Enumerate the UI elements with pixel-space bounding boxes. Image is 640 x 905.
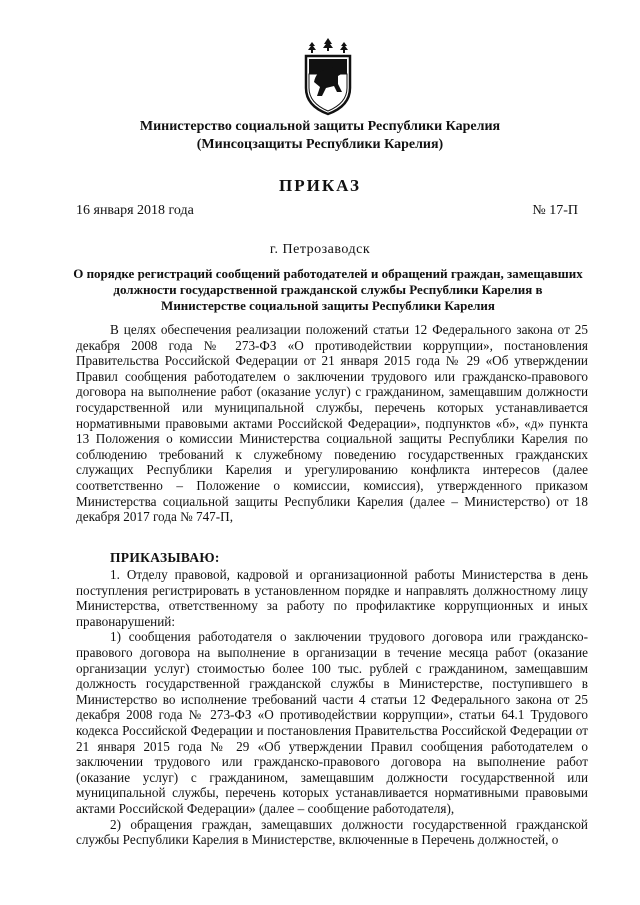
document-number: № 17-П: [532, 203, 578, 218]
ministry-name: Министерство социальной защиты Республики Карелия: [139, 119, 501, 134]
item-1-2-paragraph: 2) обращения граждан, замещавших должности государственной гражданской службы Республики Карелия в Министерстве, включенные в Перечень должностей, о: [76, 816, 588, 848]
document-subject: О порядке регистраций сообщений работодателей и обращений граждан, замещавших должности государственной гражданской службы Республики Карелия в Министерстве социальной защиты Республики Карелия: [73, 266, 583, 313]
order-word: ПРИКАЗЫВАЮ:: [110, 550, 220, 565]
preamble-paragraph: В целях обеспечения реализации положений статьи 12 Федерального закона от 25 декабря 2008 года № 273-ФЗ «О противодействии коррупции», постановления Правительства Российской Федерации от 21 января 2015 года № 29 «Об утверждении Правил сообщения работодателем о заключении трудового или гражданско-правового договора на выполнение работ (оказание услуг) с гражданином, замещавшим должности государственной или муниципальной службы, перечень которых устанавливается нормативными правовыми актами Российской Федерации», подпунктов «б», «д» пункта 13 Положения о комиссии Министерства социальной защиты Республики Карелия по соблюдению требований к служебному поведению государственных гражданских служащих Республики Карелия и урегулированию конфликта интересов (далее соответственно – Положение о комиссии, комиссия), утвержденного приказом Министерства социальной защиты Республики Карелия (далее – Министерство) от 18 декабря 2017 года № 747-П,: [76, 322, 588, 525]
item-1-1-paragraph: 1) сообщения работодателя о заключении трудового договора или гражданско-правового договора на выполнение в организации в течение месяца работ (оказание организации услуг) стоимостью более 100 тыс. рублей с гражданином, замещавшим должность государственной гражданской службы в Министерстве, поступившего в Министерство во исполнение требований части 4 статьи 12 Федерального закона от 25 декабря 2008 года № 273-ФЗ «О противодействии коррупции», статьи 64.1 Трудового кодекса Российской Федерации и постановления Правительства Российской Федерации от 21 января 2015 года № 29 «Об утверждении Правил сообщения работодателем о заключении трудового или гражданско-правового договора на выполнение работ (оказание услуг) с гражданином, замещавшим должности государственной или муниципальной службы, перечень которых устанавливается нормативными правовыми актами Российской Федерации» (далее – сообщение работодателя),: [76, 629, 588, 816]
preamble-section: [76, 322, 588, 525]
document-date: 16 января 2018 года: [76, 203, 194, 218]
document-title: ПРИКАЗ: [279, 176, 361, 195]
order-items-section: [76, 567, 588, 848]
item-1-paragraph: 1. Отделу правовой, кадровой и организационной работы Министерства в день поступления регистрировать в установленном порядке и направлять должностному лицу Министерства, ответственному за работу по профилактике коррупционных и иных правонарушений:: [76, 567, 588, 629]
document-city: г. Петрозаводск: [269, 242, 371, 257]
ministry-short-name: (Минсоцзащиты Республики Карелия): [196, 137, 444, 152]
republic-karelia-coat-of-arms: [300, 36, 356, 116]
